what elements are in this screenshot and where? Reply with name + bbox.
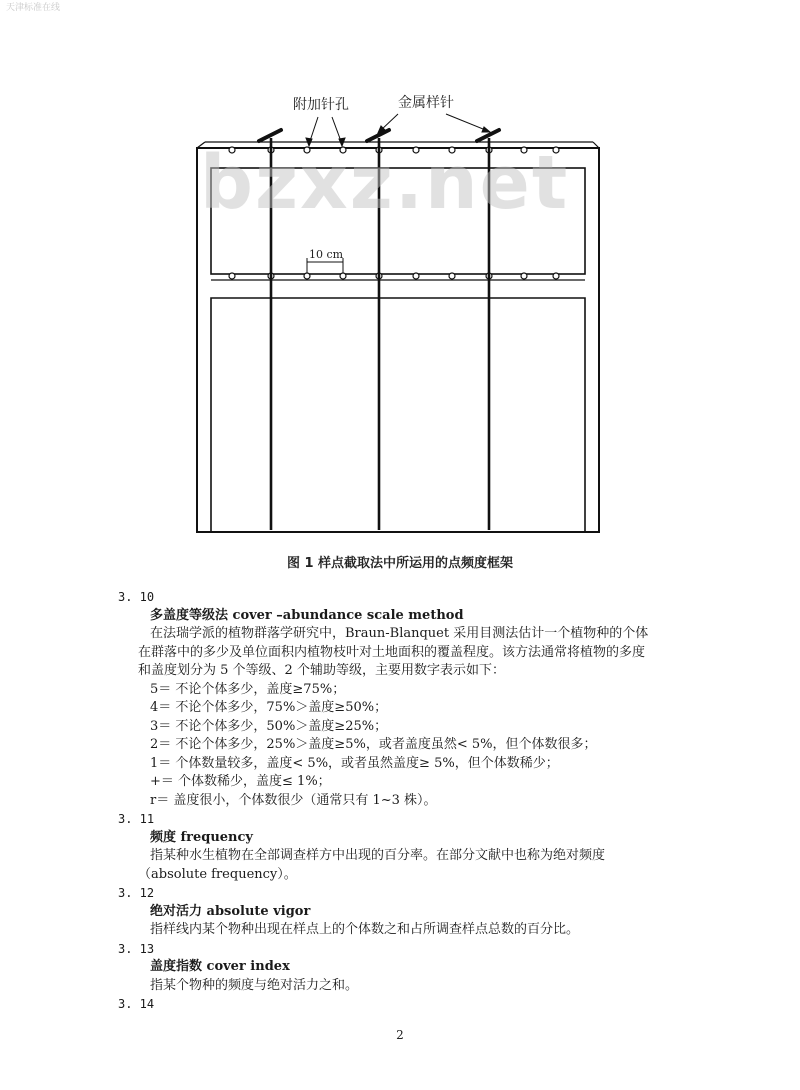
section-title: 盖度指数 cover index: [150, 959, 290, 974]
figure-caption: 图 1 样点截取法中所运用的点频度框架: [286, 556, 514, 571]
corner-note: 天津标准在线: [6, 3, 61, 13]
section-number: 3. 10: [118, 590, 155, 604]
paragraph-line: 指某个物种的频度与绝对活力之和。: [150, 977, 359, 993]
scale-level: r＝ 盖度很小，个体数很少（通常只有 1~3 株）。: [150, 792, 437, 808]
document-body: [118, 588, 670, 1014]
section-number: 3. 11: [118, 812, 155, 826]
paragraph-line: 指某种水生植物在全部调查样方中出现的百分率。在部分文献中也称为绝对频度: [150, 848, 606, 863]
scale-level: +＝ 个体数稀少，盖度≤ 1%；: [150, 774, 331, 789]
paragraph-line: 指样线内某个物种出现在样点上的个体数之和占所调查样点总数的百分比。: [150, 922, 580, 937]
section-number: 3. 14: [118, 997, 155, 1011]
paragraph-line: 在群落中的多少及单位面积内植物枝叶对土地面积的覆盖程度。该方法通常将植物的多度: [138, 644, 646, 660]
page-number: 2: [396, 1028, 404, 1042]
additional-holes-label: 附加针孔: [293, 97, 349, 113]
section-title: 绝对活力 absolute vigor: [150, 903, 311, 919]
scale-level: 4＝ 不论个体多少，75%＞盖度≥50%；: [150, 700, 388, 715]
section-number: 3. 13: [118, 941, 155, 956]
paragraph-line: （absolute frequency）。: [138, 866, 297, 882]
paragraph-line: 在法瑞学派的植物群落学研究中，Braun-Blanquet 采用目测法估计一个植物种的个体: [150, 626, 649, 641]
scale-level: 1＝ 个体数量较多，盖度< 5%，或者虽然盖度≥ 5%，但个体数稀少；: [150, 755, 559, 771]
scale-level: 2＝ 不论个体多少，25%＞盖度≥5%，或者盖度虽然< 5%，但个体数很多；: [150, 737, 597, 752]
scale-level: 5＝ 不论个体多少，盖度≥75%；: [150, 681, 346, 697]
paragraph-line: 和盖度划分为 5 个等级、2 个辅助等级，主要用数字表示如下：: [138, 663, 505, 678]
metal-pins-label: 金属样针: [398, 95, 454, 111]
section-title: 频度 frequency: [150, 829, 253, 845]
watermark: bzxz.net: [200, 140, 570, 226]
scale-label: 10 cm: [309, 248, 344, 261]
section-number: 3. 12: [118, 886, 155, 900]
section-title: 多盖度等级法 cover –abundance scale method: [150, 607, 464, 623]
scale-level: 3＝ 不论个体多少，50%＞盖度≥25%；: [150, 718, 388, 734]
frame-lower-opening: [211, 298, 585, 532]
